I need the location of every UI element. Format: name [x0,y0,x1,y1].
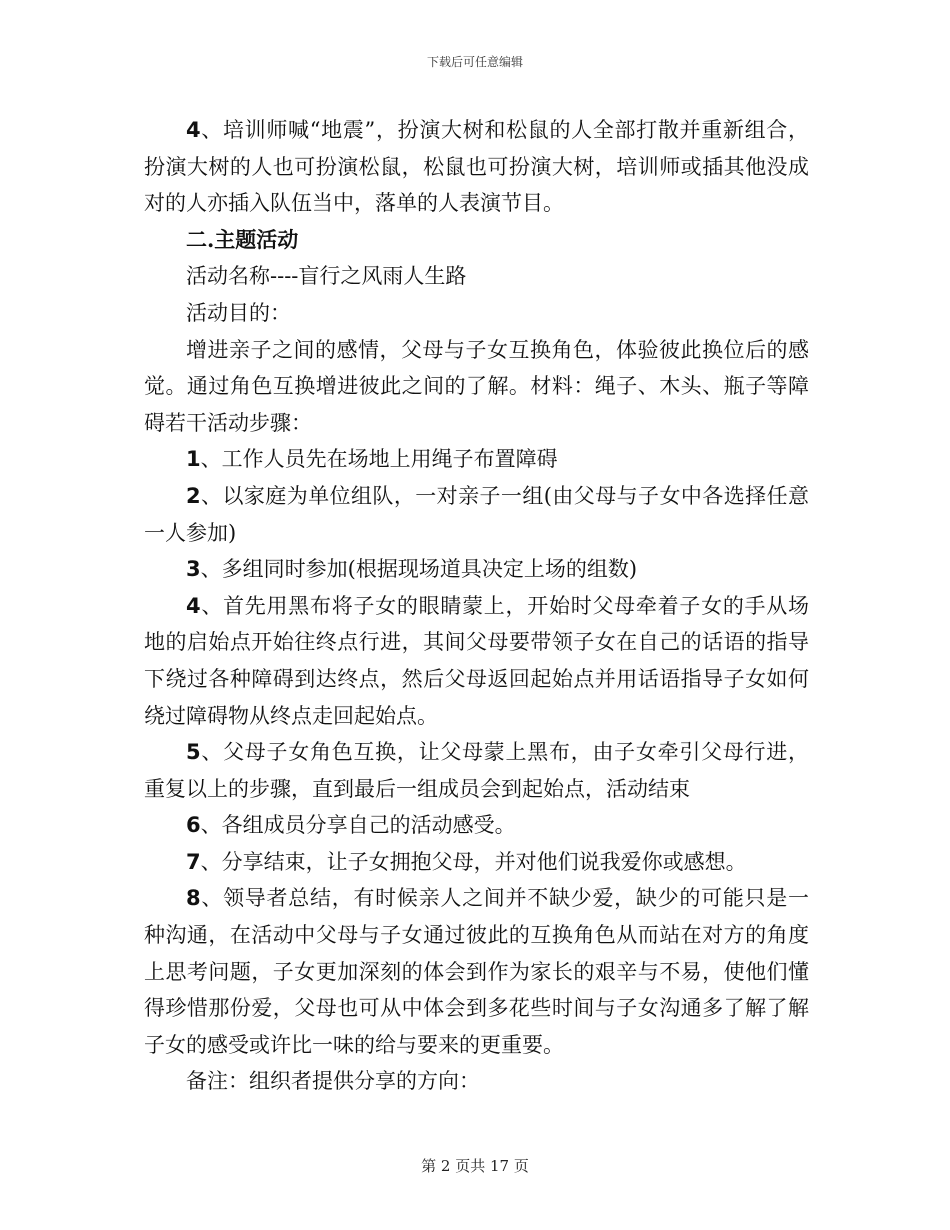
step-number: 1 [186,447,201,472]
paragraph-text: 、分享结束，让子女拥抱父母，并对他们说我爱你或感想。 [200,849,747,874]
paragraph-text: 活动名称----盲行之风雨人生路 [186,264,467,289]
paragraph-text: 、首先用黑布将子女的眼睛蒙上，开始时父母牵着子女的手从场地的启始点开始往终点行进，其间父母要带领子女在自己的话语的指导下绕过各种障碍到达终点，然后父母返回起始点并用话语指导子女如何绕过障碍物从终点走回起始点。 [144,593,809,728]
step-number: 4 [186,118,201,142]
paragraph [144,844,809,881]
document-body [144,112,809,1100]
paragraph-text: 、工作人员先在场地上用绳子布置障碍 [200,447,558,472]
paragraph-text: 增进亲子之间的感情，父母与子女互换角色，体验彼此换位后的感觉。通过角色互换增进彼此之间的了解。材料：绳子、木头、瓶子等障碍若干活动步骤： [144,337,809,435]
paragraph [144,478,809,551]
heading-text: 二.主题活动 [186,226,299,252]
paragraph [144,734,809,807]
step-number: 7 [186,849,201,874]
paragraph-text: 、培训师喊“地震”，扮演大树和松鼠的人全部打散并重新组合，扮演大树的人也可扮演松鼠，松鼠也可扮演大树，培训师或插其他没成对的人亦插入队伍当中，落单的人表演节目。 [144,118,809,216]
page-header: 下载后可任意编辑 [426,55,523,69]
paragraph [144,332,809,442]
page-footer: 第 2 页共 17 页 [421,1157,529,1175]
paragraph-text: 备注：组织者提供分享的方向： [186,1069,480,1094]
paragraph-text: 、多组同时参加(根据现场道具决定上场的组数) [200,557,638,582]
paragraph-text: 活动目的： [186,300,291,325]
paragraph [144,441,809,478]
paragraph [144,112,809,222]
paragraph-text: 、以家庭为单位组队，一对亲子一组(由父母与子女中各选择任意一人参加) [144,483,809,545]
step-number: 2 [186,483,201,508]
paragraph [144,258,809,295]
paragraph-text: 、领导者总结，有时候亲人之间并不缺少爱，缺少的可能只是一种沟通，在活动中父母与子女通过彼此的互换角色从而站在对方的角度上思考问题，子女更加深刻的体会到作为家长的艰辛与不易，使他们懂得珍惜那份爱，父母也可从中体会到多花些时间与子女沟通多了解了解子女的感受或许比一味的给与要来的更重要。 [144,886,809,1057]
paragraph [144,807,809,844]
paragraph [144,551,809,588]
section-heading [144,222,809,259]
step-number: 8 [186,886,201,911]
paragraph [144,295,809,332]
step-number: 3 [186,557,201,582]
paragraph-text: 、各组成员分享自己的活动感受。 [200,813,516,838]
paragraph-text: 、父母子女角色互换，让父母蒙上黑布，由子女牵引父母行进，重复以上的步骤，直到最后一组成员会到起始点，活动结束 [144,740,809,801]
paragraph [144,588,809,734]
step-number: 5 [186,740,201,765]
paragraph [144,1063,809,1100]
step-number: 6 [186,813,201,838]
step-number: 4 [186,593,201,618]
paragraph [144,880,809,1063]
